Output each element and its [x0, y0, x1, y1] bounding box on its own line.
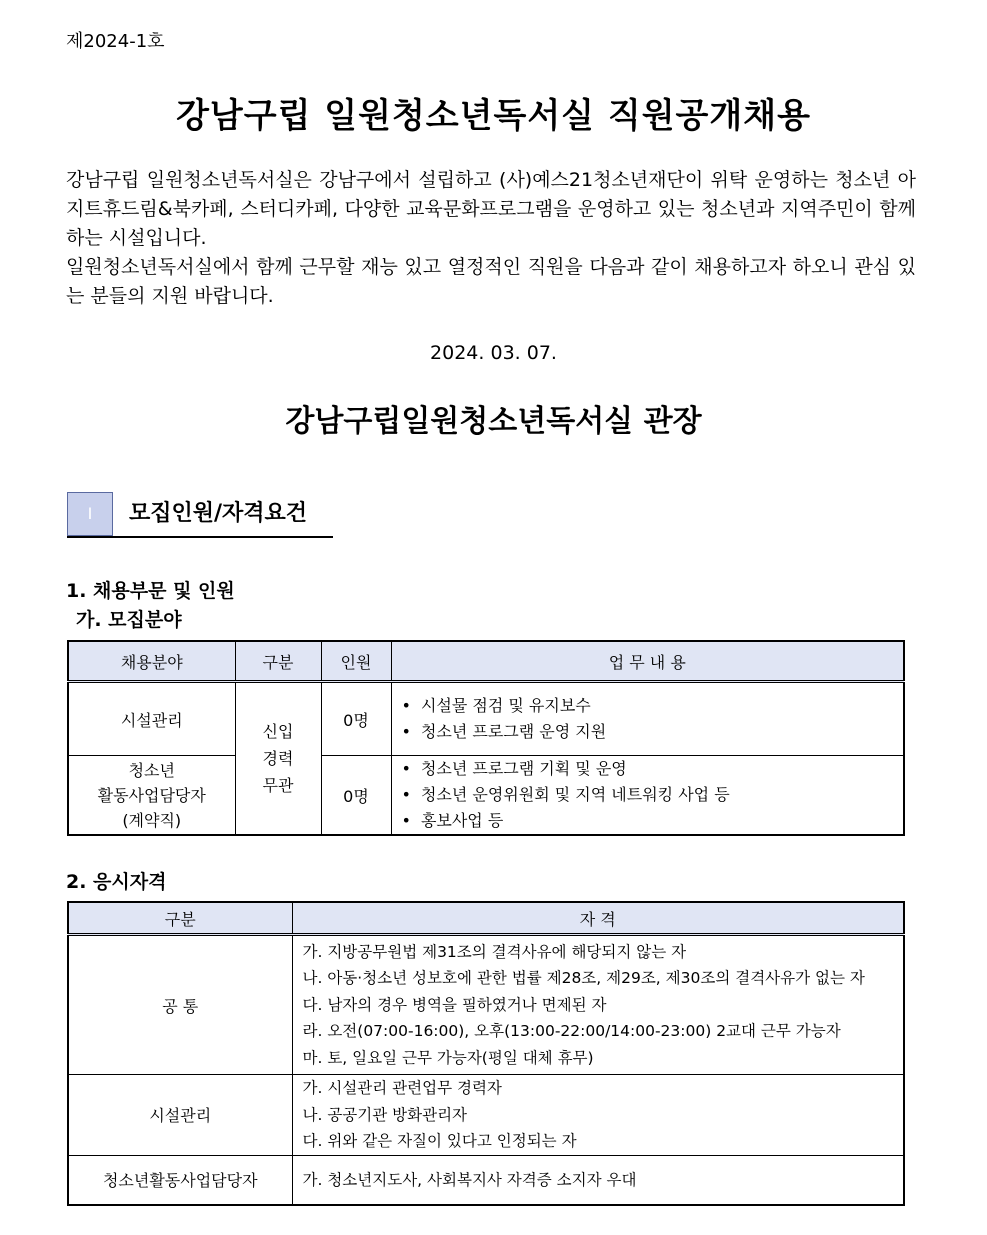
announcement-date: 2024. 03. 07.	[430, 342, 557, 364]
table-header-row	[68, 902, 904, 935]
category-line: 신입	[262, 722, 294, 741]
subheading-recruitment: 1. 채용부문 및 인원	[66, 580, 235, 602]
header-duties: 업 무 내 용	[391, 641, 904, 682]
list-item: 다. 남자의 경우 병역을 필하였거나 면제된 자	[302, 995, 607, 1014]
intro-text	[66, 166, 916, 311]
list-item: 마. 토, 일요일 근무 가능자(평일 대체 휴무)	[302, 1048, 594, 1067]
header-count: 인원	[321, 641, 391, 682]
intro-paragraph-1: 강남구립 일원청소년독서실은 강남구에서 설립하고 (사)예스21청소년재단이 위탁 운영하는 청소년 아지트휴드림&북카페, 스터디카페, 다양한 교육문화프로그램을 운영하고 있는 청소년과 지역주민이 함께하는 시설입니다.	[66, 169, 916, 249]
category-line: 무관	[262, 776, 294, 795]
category-cell: 공 통	[68, 935, 292, 1075]
field-line: (계약직)	[122, 810, 182, 830]
qualification-cell	[292, 935, 904, 1075]
list-item: • 홍보사업 등	[402, 808, 904, 834]
list-item: • 청소년 프로그램 기획 및 운영	[402, 756, 904, 782]
table-header-row	[68, 641, 904, 682]
header-qualification: 자 격	[292, 902, 904, 935]
qualification-cell	[292, 1155, 904, 1205]
list-item: 다. 위와 같은 자질이 있다고 인정되는 자	[302, 1132, 577, 1150]
list-item: 가. 청소년지도사, 사회복지사 자격증 소지자 우대	[302, 1170, 637, 1189]
field-cell	[68, 756, 235, 836]
category-cell: 시설관리	[68, 1075, 292, 1156]
qualifications-table	[67, 901, 905, 1206]
table-row	[68, 1155, 904, 1205]
list-item: 가. 지방공무원법 제31조의 결격사유에 해당되지 않는 자	[302, 942, 687, 961]
section-title: 모집인원/자격요건	[129, 501, 308, 526]
qualification-cell	[292, 1075, 904, 1156]
table-row	[68, 1075, 904, 1156]
section-number: Ⅰ	[67, 492, 113, 536]
list-item: • 시설물 점검 및 유지보수	[402, 693, 904, 719]
header-field: 채용분야	[68, 641, 235, 682]
category-cell	[235, 682, 321, 836]
table-row	[68, 935, 904, 1075]
document-number: 제2024-1호	[66, 31, 165, 52]
page-title: 강남구립 일원청소년독서실 직원공개채용	[176, 96, 811, 136]
section-header	[67, 492, 333, 538]
field-cell	[68, 682, 235, 756]
field-line: 시설관리	[120, 710, 183, 730]
count-cell: 0명	[321, 682, 391, 756]
category-cell: 청소년활동사업담당자	[68, 1155, 292, 1205]
subheading-qualifications: 2. 응시자격	[66, 871, 167, 893]
list-item: 나. 아동·청소년 성보호에 관한 법률 제28조, 제29조, 제30조의 결격사유가 없는 자	[302, 969, 865, 988]
category-line: 경력	[262, 749, 294, 768]
field-line: 활동사업담당자	[97, 785, 206, 805]
list-item: 나. 공공기관 방화관리자	[302, 1105, 468, 1124]
header-category: 구분	[68, 902, 292, 935]
recruitment-table	[67, 640, 905, 836]
list-item: • 청소년 운영위원회 및 지역 네트워킹 사업 등	[402, 782, 904, 808]
header-category: 구분	[235, 641, 321, 682]
list-item: 라. 오전(07:00-16:00), 오후(13:00-22:00/14:00-23:00) 2교대 근무 가능자	[302, 1022, 841, 1041]
list-item: 가. 시설관리 관련업무 경력자	[302, 1079, 502, 1097]
intro-paragraph-2: 일원청소년독서실에서 함께 근무할 재능 있고 열정적인 직원을 다음과 같이 채용하고자 하오니 관심 있는 분들의 지원 바랍니다.	[66, 256, 916, 307]
list-item: • 청소년 프로그램 운영 지원	[402, 719, 904, 745]
table-row	[68, 756, 904, 836]
duties-cell	[391, 682, 904, 756]
field-line: 청소년	[128, 760, 175, 780]
subheading-fields: 가. 모집분야	[76, 609, 182, 631]
signer: 강남구립일원청소년독서실 관장	[285, 404, 702, 439]
duties-cell	[391, 756, 904, 836]
count-cell: 0명	[321, 756, 391, 836]
table-row	[68, 682, 904, 756]
